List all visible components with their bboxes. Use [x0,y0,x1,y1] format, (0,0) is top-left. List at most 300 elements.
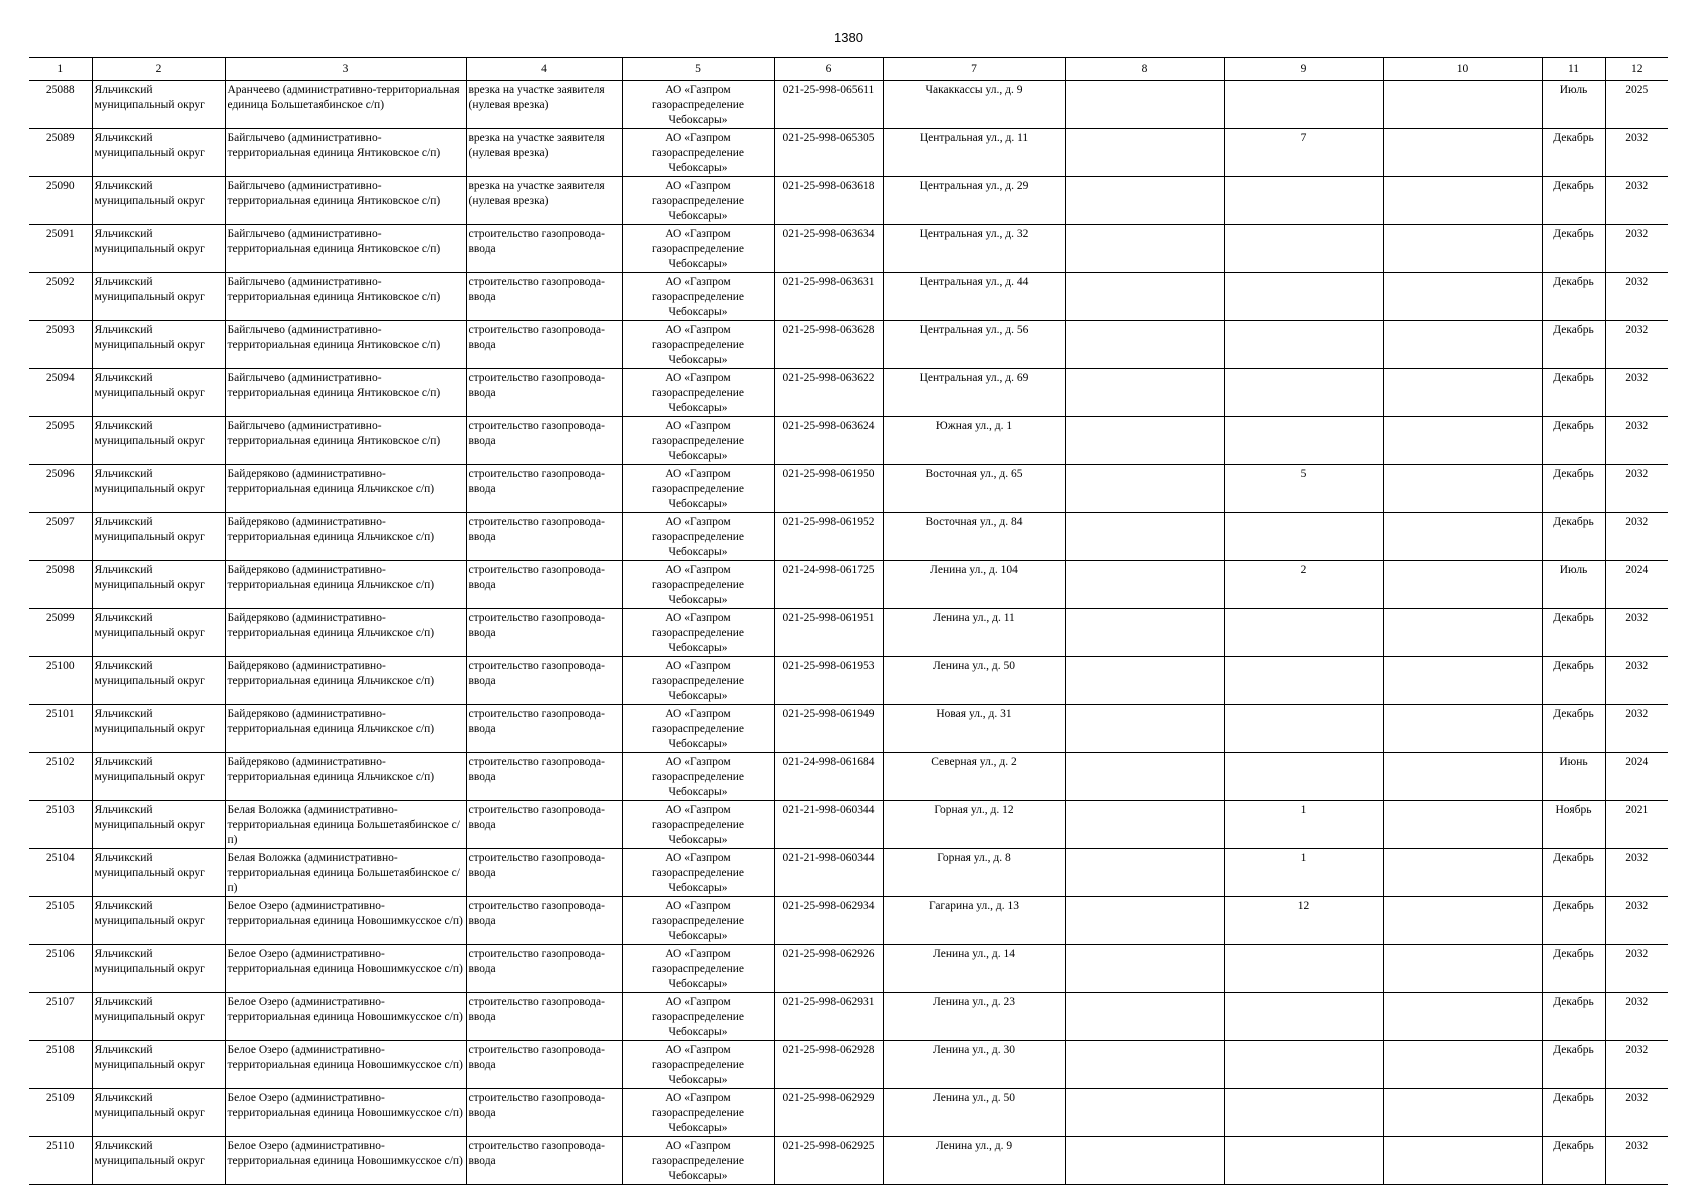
month-cell: Декабрь [1542,465,1605,513]
column-header-8: 8 [1065,58,1224,81]
table-row [29,321,1668,369]
code-cell: 021-25-998-062934 [774,897,883,945]
table-row [29,369,1668,417]
row-number: 25107 [29,993,92,1041]
col10-cell [1383,177,1542,225]
col9-cell [1224,945,1383,993]
table-row [29,417,1668,465]
col9-cell: 5 [1224,465,1383,513]
col10-cell [1383,897,1542,945]
col9-cell [1224,1089,1383,1137]
table-row [29,897,1668,945]
work-type-cell: строительство газопровода-ввода [466,513,622,561]
col10-cell [1383,801,1542,849]
code-cell: 021-25-998-063628 [774,321,883,369]
month-cell: Декабрь [1542,705,1605,753]
table-row [29,993,1668,1041]
code-cell: 021-25-998-062931 [774,993,883,1041]
row-number: 25105 [29,897,92,945]
column-header-5: 5 [622,58,774,81]
address-cell: Ленина ул., д. 50 [883,1089,1065,1137]
row-number: 25097 [29,513,92,561]
work-type-cell: строительство газопровода-ввода [466,849,622,897]
work-type-cell: строительство газопровода-ввода [466,465,622,513]
settlement-cell: Байглычево (административно-территориальная единица Янтиковское с/п) [225,417,466,465]
code-cell: 021-25-998-063618 [774,177,883,225]
address-cell: Южная ул., д. 1 [883,417,1065,465]
address-cell: Новая ул., д. 31 [883,705,1065,753]
organization-cell: АО «Газпром газораспределение Чебоксары» [622,897,774,945]
year-cell: 2032 [1605,513,1668,561]
address-cell: Чакаккассы ул., д. 9 [883,81,1065,129]
organization-cell: АО «Газпром газораспределение Чебоксары» [622,1089,774,1137]
col10-cell [1383,561,1542,609]
row-number: 25089 [29,129,92,177]
organization-cell: АО «Газпром газораспределение Чебоксары» [622,705,774,753]
gasification-table [29,57,1668,1185]
row-number: 25102 [29,753,92,801]
month-cell: Декабрь [1542,1089,1605,1137]
col9-cell [1224,321,1383,369]
code-cell: 021-25-998-062926 [774,945,883,993]
table-row [29,273,1668,321]
district-cell: Яльчикский муниципальный округ [92,465,225,513]
district-cell: Яльчикский муниципальный округ [92,321,225,369]
col10-cell [1383,1137,1542,1185]
settlement-cell: Белое Озеро (административно-территориальная единица Новошимкусское с/п) [225,1089,466,1137]
col10-cell [1383,705,1542,753]
code-cell: 021-21-998-060344 [774,801,883,849]
settlement-cell: Белая Воложка (административно-территориальная единица Большетаябинское с/п) [225,849,466,897]
col10-cell [1383,369,1542,417]
district-cell: Яльчикский муниципальный округ [92,993,225,1041]
year-cell: 2032 [1605,1089,1668,1137]
year-cell: 2024 [1605,753,1668,801]
col8-cell [1065,897,1224,945]
table-row [29,753,1668,801]
year-cell: 2032 [1605,465,1668,513]
address-cell: Ленина ул., д. 11 [883,609,1065,657]
address-cell: Ленина ул., д. 104 [883,561,1065,609]
code-cell: 021-25-998-062928 [774,1041,883,1089]
col8-cell [1065,465,1224,513]
district-cell: Яльчикский муниципальный округ [92,609,225,657]
col10-cell [1383,81,1542,129]
col9-cell [1224,753,1383,801]
district-cell: Яльчикский муниципальный округ [92,1089,225,1137]
month-cell: Декабрь [1542,945,1605,993]
table-row [29,609,1668,657]
month-cell: Декабрь [1542,321,1605,369]
column-header-9: 9 [1224,58,1383,81]
code-cell: 021-24-998-061684 [774,753,883,801]
year-cell: 2032 [1605,705,1668,753]
year-cell: 2032 [1605,417,1668,465]
address-cell: Центральная ул., д. 44 [883,273,1065,321]
col8-cell [1065,321,1224,369]
month-cell: Декабрь [1542,609,1605,657]
work-type-cell: строительство газопровода-ввода [466,753,622,801]
district-cell: Яльчикский муниципальный округ [92,561,225,609]
code-cell: 021-25-998-061951 [774,609,883,657]
organization-cell: АО «Газпром газораспределение Чебоксары» [622,417,774,465]
year-cell: 2032 [1605,225,1668,273]
address-cell: Ленина ул., д. 9 [883,1137,1065,1185]
col9-cell: 1 [1224,849,1383,897]
address-cell: Восточная ул., д. 84 [883,513,1065,561]
row-number: 25098 [29,561,92,609]
code-cell: 021-25-998-062925 [774,1137,883,1185]
code-cell: 021-25-998-061953 [774,657,883,705]
organization-cell: АО «Газпром газораспределение Чебоксары» [622,81,774,129]
table-row [29,657,1668,705]
year-cell: 2032 [1605,609,1668,657]
col10-cell [1383,417,1542,465]
organization-cell: АО «Газпром газораспределение Чебоксары» [622,465,774,513]
year-cell: 2032 [1605,897,1668,945]
organization-cell: АО «Газпром газораспределение Чебоксары» [622,177,774,225]
month-cell: Декабрь [1542,1041,1605,1089]
address-cell: Центральная ул., д. 69 [883,369,1065,417]
code-cell: 021-24-998-061725 [774,561,883,609]
col9-cell [1224,417,1383,465]
month-cell: Декабрь [1542,897,1605,945]
address-cell: Северная ул., д. 2 [883,753,1065,801]
settlement-cell: Байдеряково (административно-территориальная единица Яльчикское с/п) [225,561,466,609]
year-cell: 2025 [1605,81,1668,129]
district-cell: Яльчикский муниципальный округ [92,849,225,897]
work-type-cell: строительство газопровода-ввода [466,993,622,1041]
header-row [29,58,1668,81]
address-cell: Ленина ул., д. 23 [883,993,1065,1041]
row-number: 25093 [29,321,92,369]
work-type-cell: строительство газопровода-ввода [466,945,622,993]
col8-cell [1065,993,1224,1041]
organization-cell: АО «Газпром газораспределение Чебоксары» [622,129,774,177]
settlement-cell: Байглычево (административно-территориальная единица Янтиковское с/п) [225,225,466,273]
column-header-7: 7 [883,58,1065,81]
settlement-cell: Байглычево (административно-территориальная единица Янтиковское с/п) [225,321,466,369]
district-cell: Яльчикский муниципальный округ [92,657,225,705]
col10-cell [1383,609,1542,657]
organization-cell: АО «Газпром газораспределение Чебоксары» [622,225,774,273]
district-cell: Яльчикский муниципальный округ [92,1137,225,1185]
month-cell: Декабрь [1542,225,1605,273]
organization-cell: АО «Газпром газораспределение Чебоксары» [622,321,774,369]
month-cell: Июль [1542,561,1605,609]
work-type-cell: врезка на участке заявителя (нулевая врезка) [466,177,622,225]
code-cell: 021-25-998-063634 [774,225,883,273]
district-cell: Яльчикский муниципальный округ [92,417,225,465]
address-cell: Ленина ул., д. 14 [883,945,1065,993]
table-row [29,177,1668,225]
row-number: 25101 [29,705,92,753]
month-cell: Декабрь [1542,369,1605,417]
row-number: 25110 [29,1137,92,1185]
settlement-cell: Байглычево (административно-территориальная единица Янтиковское с/п) [225,273,466,321]
address-cell: Горная ул., д. 8 [883,849,1065,897]
address-cell: Восточная ул., д. 65 [883,465,1065,513]
col10-cell [1383,945,1542,993]
table-row [29,129,1668,177]
row-number: 25088 [29,81,92,129]
settlement-cell: Белое Озеро (административно-территориальная единица Новошимкусское с/п) [225,897,466,945]
district-cell: Яльчикский муниципальный округ [92,129,225,177]
month-cell: Декабрь [1542,417,1605,465]
table-row [29,225,1668,273]
district-cell: Яльчикский муниципальный округ [92,801,225,849]
address-cell: Ленина ул., д. 30 [883,1041,1065,1089]
month-cell: Декабрь [1542,993,1605,1041]
year-cell: 2032 [1605,849,1668,897]
organization-cell: АО «Газпром газораспределение Чебоксары» [622,993,774,1041]
col9-cell: 7 [1224,129,1383,177]
col10-cell [1383,465,1542,513]
district-cell: Яльчикский муниципальный округ [92,369,225,417]
col8-cell [1065,849,1224,897]
column-header-10: 10 [1383,58,1542,81]
settlement-cell: Аранчеево (административно-территориальная единица Большетаябинское с/п) [225,81,466,129]
organization-cell: АО «Газпром газораспределение Чебоксары» [622,561,774,609]
district-cell: Яльчикский муниципальный округ [92,705,225,753]
col9-cell [1224,1041,1383,1089]
work-type-cell: строительство газопровода-ввода [466,273,622,321]
district-cell: Яльчикский муниципальный округ [92,225,225,273]
col9-cell [1224,513,1383,561]
month-cell: Декабрь [1542,849,1605,897]
month-cell: Ноябрь [1542,801,1605,849]
col9-cell [1224,657,1383,705]
col8-cell [1065,705,1224,753]
col9-cell [1224,609,1383,657]
col8-cell [1065,561,1224,609]
col10-cell [1383,129,1542,177]
address-cell: Центральная ул., д. 56 [883,321,1065,369]
month-cell: Июль [1542,81,1605,129]
col8-cell [1065,753,1224,801]
settlement-cell: Байдеряково (административно-территориальная единица Яльчикское с/п) [225,513,466,561]
row-number: 25090 [29,177,92,225]
settlement-cell: Белое Озеро (административно-территориальная единица Новошимкусское с/п) [225,945,466,993]
address-cell: Ленина ул., д. 50 [883,657,1065,705]
month-cell: Июнь [1542,753,1605,801]
col9-cell [1224,705,1383,753]
col10-cell [1383,513,1542,561]
code-cell: 021-25-998-061950 [774,465,883,513]
code-cell: 021-25-998-062929 [774,1089,883,1137]
col10-cell [1383,993,1542,1041]
col9-cell: 12 [1224,897,1383,945]
row-number: 25099 [29,609,92,657]
column-header-11: 11 [1542,58,1605,81]
row-number: 25095 [29,417,92,465]
code-cell: 021-25-998-065611 [774,81,883,129]
table-row [29,81,1668,129]
col10-cell [1383,1041,1542,1089]
col8-cell [1065,801,1224,849]
organization-cell: АО «Газпром газораспределение Чебоксары» [622,273,774,321]
column-header-6: 6 [774,58,883,81]
work-type-cell: врезка на участке заявителя (нулевая врезка) [466,129,622,177]
col9-cell [1224,273,1383,321]
col10-cell [1383,849,1542,897]
col8-cell [1065,81,1224,129]
column-header-3: 3 [225,58,466,81]
col10-cell [1383,273,1542,321]
col9-cell [1224,81,1383,129]
col9-cell: 2 [1224,561,1383,609]
col8-cell [1065,417,1224,465]
settlement-cell: Белое Озеро (административно-территориальная единица Новошимкусское с/п) [225,993,466,1041]
col8-cell [1065,1137,1224,1185]
table-row [29,801,1668,849]
year-cell: 2032 [1605,177,1668,225]
month-cell: Декабрь [1542,657,1605,705]
settlement-cell: Белое Озеро (административно-территориальная единица Новошимкусское с/п) [225,1041,466,1089]
col8-cell [1065,657,1224,705]
col8-cell [1065,129,1224,177]
settlement-cell: Байглычево (административно-территориальная единица Янтиковское с/п) [225,369,466,417]
code-cell: 021-25-998-063622 [774,369,883,417]
year-cell: 2032 [1605,945,1668,993]
year-cell: 2032 [1605,657,1668,705]
year-cell: 2024 [1605,561,1668,609]
district-cell: Яльчикский муниципальный округ [92,513,225,561]
month-cell: Декабрь [1542,513,1605,561]
table-row [29,705,1668,753]
address-cell: Центральная ул., д. 32 [883,225,1065,273]
col8-cell [1065,225,1224,273]
code-cell: 021-25-998-061952 [774,513,883,561]
work-type-cell: строительство газопровода-ввода [466,321,622,369]
year-cell: 2032 [1605,1137,1668,1185]
month-cell: Декабрь [1542,177,1605,225]
col10-cell [1383,225,1542,273]
col8-cell [1065,945,1224,993]
page-number: 1380 [834,30,863,45]
row-number: 25103 [29,801,92,849]
col8-cell [1065,273,1224,321]
row-number: 25108 [29,1041,92,1089]
col9-cell [1224,177,1383,225]
table-row [29,513,1668,561]
district-cell: Яльчикский муниципальный округ [92,1041,225,1089]
year-cell: 2032 [1605,1041,1668,1089]
settlement-cell: Байглычево (административно-территориальная единица Янтиковское с/п) [225,177,466,225]
row-number: 25104 [29,849,92,897]
table-row [29,561,1668,609]
district-cell: Яльчикский муниципальный округ [92,177,225,225]
column-header-1: 1 [29,58,92,81]
district-cell: Яльчикский муниципальный округ [92,273,225,321]
table-row [29,849,1668,897]
row-number: 25091 [29,225,92,273]
col10-cell [1383,1089,1542,1137]
col9-cell [1224,1137,1383,1185]
organization-cell: АО «Газпром газораспределение Чебоксары» [622,1041,774,1089]
work-type-cell: строительство газопровода-ввода [466,705,622,753]
col10-cell [1383,657,1542,705]
organization-cell: АО «Газпром газораспределение Чебоксары» [622,753,774,801]
work-type-cell: строительство газопровода-ввода [466,225,622,273]
row-number: 25106 [29,945,92,993]
month-cell: Декабрь [1542,1137,1605,1185]
year-cell: 2032 [1605,321,1668,369]
settlement-cell: Байдеряково (административно-территориальная единица Яльчикское с/п) [225,609,466,657]
address-cell: Горная ул., д. 12 [883,801,1065,849]
settlement-cell: Байдеряково (административно-территориальная единица Яльчикское с/п) [225,753,466,801]
table-row [29,465,1668,513]
code-cell: 021-25-998-063624 [774,417,883,465]
settlement-cell: Байдеряково (административно-территориальная единица Яльчикское с/п) [225,657,466,705]
table-row [29,1137,1668,1185]
col8-cell [1065,513,1224,561]
district-cell: Яльчикский муниципальный округ [92,753,225,801]
address-cell: Центральная ул., д. 29 [883,177,1065,225]
settlement-cell: Белая Воложка (административно-территориальная единица Большетаябинское с/п) [225,801,466,849]
settlement-cell: Байдеряково (административно-территориальная единица Яльчикское с/п) [225,705,466,753]
organization-cell: АО «Газпром газораспределение Чебоксары» [622,657,774,705]
col8-cell [1065,1041,1224,1089]
row-number: 25092 [29,273,92,321]
work-type-cell: строительство газопровода-ввода [466,1137,622,1185]
code-cell: 021-25-998-061949 [774,705,883,753]
col8-cell [1065,369,1224,417]
organization-cell: АО «Газпром газораспределение Чебоксары» [622,801,774,849]
col8-cell [1065,609,1224,657]
year-cell: 2032 [1605,369,1668,417]
month-cell: Декабрь [1542,129,1605,177]
settlement-cell: Белое Озеро (административно-территориальная единица Новошимкусское с/п) [225,1137,466,1185]
code-cell: 021-21-998-060344 [774,849,883,897]
row-number: 25100 [29,657,92,705]
column-header-2: 2 [92,58,225,81]
organization-cell: АО «Газпром газораспределение Чебоксары» [622,609,774,657]
work-type-cell: строительство газопровода-ввода [466,1041,622,1089]
col10-cell [1383,321,1542,369]
code-cell: 021-25-998-063631 [774,273,883,321]
row-number: 25109 [29,1089,92,1137]
col9-cell [1224,225,1383,273]
table-body [29,81,1668,1185]
month-cell: Декабрь [1542,273,1605,321]
organization-cell: АО «Газпром газораспределение Чебоксары» [622,849,774,897]
table-row [29,1041,1668,1089]
row-number: 25096 [29,465,92,513]
district-cell: Яльчикский муниципальный округ [92,897,225,945]
settlement-cell: Байдеряково (административно-территориальная единица Яльчикское с/п) [225,465,466,513]
work-type-cell: строительство газопровода-ввода [466,1089,622,1137]
organization-cell: АО «Газпром газораспределение Чебоксары» [622,369,774,417]
district-cell: Яльчикский муниципальный округ [92,945,225,993]
work-type-cell: строительство газопровода-ввода [466,657,622,705]
organization-cell: АО «Газпром газораспределение Чебоксары» [622,945,774,993]
work-type-cell: строительство газопровода-ввода [466,609,622,657]
district-cell: Яльчикский муниципальный округ [92,81,225,129]
work-type-cell: строительство газопровода-ввода [466,897,622,945]
work-type-cell: врезка на участке заявителя (нулевая врезка) [466,81,622,129]
column-header-12: 12 [1605,58,1668,81]
col10-cell [1383,753,1542,801]
work-type-cell: строительство газопровода-ввода [466,801,622,849]
column-header-4: 4 [466,58,622,81]
col9-cell: 1 [1224,801,1383,849]
table-row [29,1089,1668,1137]
work-type-cell: строительство газопровода-ввода [466,417,622,465]
col8-cell [1065,177,1224,225]
address-cell: Центральная ул., д. 11 [883,129,1065,177]
work-type-cell: строительство газопровода-ввода [466,369,622,417]
